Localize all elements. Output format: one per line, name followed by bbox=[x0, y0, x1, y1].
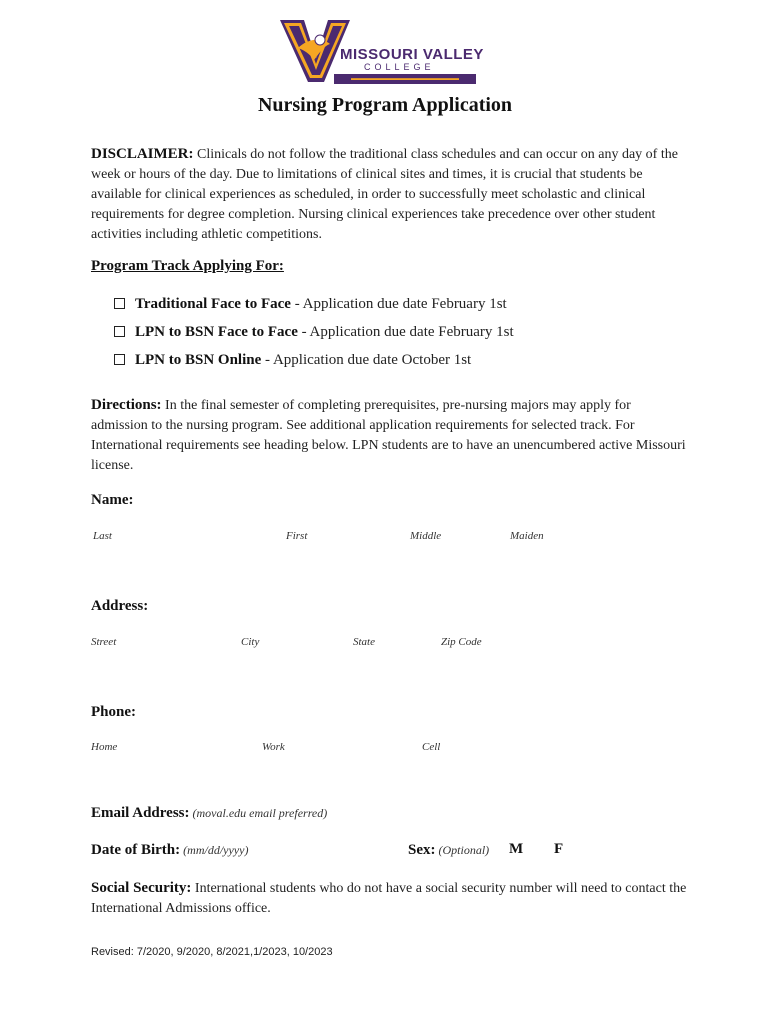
disclaimer-text: Clinicals do not follow the traditional class schedules and can occur on any day of the week or hours of the day. Due to limitations of clinical sites and times, it is crucial that students be available for clinical experiences as scheduled, in order to successfully meet scholastic and clinical requirements for degree completion. Nursing clinical experiences take precedence over other student activities including athletic competitions. bbox=[91, 147, 678, 242]
email-field[interactable] bbox=[91, 804, 327, 822]
directions-label: Directions: bbox=[91, 397, 162, 413]
sex-option-f[interactable]: F bbox=[554, 841, 564, 857]
directions-text: In the final semester of completing prerequisites, pre-nursing majors may apply for admission to the nursing program. See additional application requirements for selected track. For International requirements see heading below. LPN students are to have an unencumbered active Missouri license. bbox=[91, 398, 686, 473]
email-hint: (moval.edu email preferred) bbox=[189, 806, 328, 820]
track-option-name: LPN to BSN Face to Face bbox=[135, 324, 298, 340]
track-option-name: LPN to BSN Online bbox=[135, 352, 262, 368]
name-last-field[interactable]: Last bbox=[93, 530, 112, 542]
disclaimer-label: DISCLAIMER: bbox=[91, 146, 194, 162]
track-option-lpn-online[interactable] bbox=[114, 350, 471, 370]
checkbox-icon[interactable] bbox=[114, 354, 125, 365]
college-logo bbox=[280, 18, 484, 86]
dob-label: Date of Birth: bbox=[91, 842, 181, 858]
logo-college-label: COLLEGE bbox=[364, 62, 435, 72]
checkbox-icon[interactable] bbox=[114, 326, 125, 337]
directions-paragraph bbox=[91, 395, 691, 476]
logo-college-name: MISSOURI VALLEY bbox=[340, 46, 484, 63]
social-security-paragraph bbox=[91, 878, 691, 919]
phone-label: Phone: bbox=[91, 704, 136, 720]
revision-footer: Revised: 7/2020, 9/2020, 8/2021,1/2023, 10/2023 bbox=[91, 946, 333, 958]
page-title: Nursing Program Application bbox=[257, 94, 513, 116]
track-option-name: Traditional Face to Face bbox=[135, 296, 291, 312]
sex-field bbox=[408, 841, 489, 859]
track-option-detail: - Application due date October 1st bbox=[261, 352, 472, 368]
program-track-heading: Program Track Applying For: bbox=[91, 258, 284, 274]
dob-field[interactable] bbox=[91, 841, 248, 859]
phone-home-field[interactable]: Home bbox=[91, 741, 118, 753]
name-maiden-field[interactable]: Maiden bbox=[510, 530, 544, 542]
email-label: Email Address: bbox=[91, 805, 190, 821]
address-label: Address: bbox=[91, 598, 149, 614]
name-middle-field[interactable]: Middle bbox=[410, 530, 442, 542]
sex-hint: (Optional) bbox=[435, 843, 490, 857]
sex-option-m[interactable]: M bbox=[509, 841, 524, 857]
checkbox-icon[interactable] bbox=[114, 298, 125, 309]
social-security-text: International students who do not have a social security number will need to contact the International Admissions office. bbox=[91, 881, 687, 916]
address-zip-field[interactable]: Zip Code bbox=[441, 636, 482, 648]
sex-label: Sex: bbox=[408, 842, 436, 858]
logo-tagline-band: ▬▬▬▬▬▬▬▬▬▬▬▬▬▬▬▬▬▬ bbox=[334, 74, 476, 84]
address-city-field[interactable]: City bbox=[241, 636, 260, 648]
name-label: Name: bbox=[91, 492, 134, 508]
social-security-label: Social Security: bbox=[91, 880, 192, 896]
phone-cell-field[interactable]: Cell bbox=[422, 741, 441, 753]
dob-hint: (mm/dd/yyyy) bbox=[180, 843, 249, 857]
track-option-traditional[interactable] bbox=[114, 294, 507, 314]
name-first-field[interactable]: First bbox=[286, 530, 308, 542]
address-state-field[interactable]: State bbox=[353, 636, 375, 648]
disclaimer-paragraph bbox=[91, 144, 691, 245]
address-street-field[interactable]: Street bbox=[91, 636, 117, 648]
phone-work-field[interactable]: Work bbox=[262, 741, 285, 753]
track-option-lpn-face-to-face[interactable] bbox=[114, 322, 514, 342]
track-option-detail: - Application due date February 1st bbox=[290, 296, 507, 312]
track-option-detail: - Application due date February 1st bbox=[297, 324, 514, 340]
